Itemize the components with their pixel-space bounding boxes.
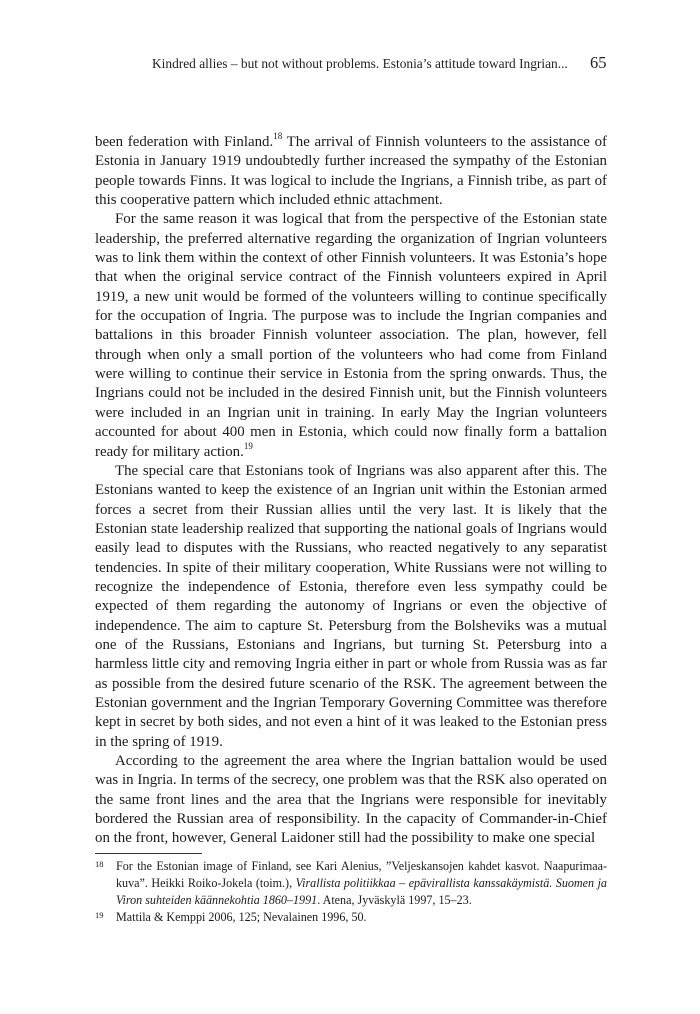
footnote-19-number: 19 [95, 910, 104, 920]
footnote-ref-18: 18 [273, 131, 283, 142]
footnote-19 [95, 909, 607, 926]
footnote-18 [95, 858, 607, 909]
page-number: 65 [590, 53, 607, 72]
paragraph-2 [95, 210, 607, 461]
paragraph-2-text: For the same reason it was logical that from the perspective of the Estonian state leadership, the preferred alternative regarding the organization of Ingrian volunteers was to link them within the context of other Finnish volunteers. It was Estonia’s hope that when the original service contract of the Finnish volunteers expired in April 1919, a new unit would be formed of the volunteers willing to continue specifically for the occupation of Ingria. The purpose was to include the Ingrian companies and battalions in this broader Finnish volunteer association. The plan, however, fell through when only a small portion of the volunteers who had come from Finland were willing to continue their service in Estonia from the spring onwards. Thus, the Ingrians could not be included in the desired Finnish unit, but the Finnish volunteers were included in an Ingrian unit in training. In early May the Ingrian volunteers accounted for about 400 men in Estonia, which could now finally form a battalion ready for military action. [95, 211, 607, 460]
footnote-divider [95, 853, 202, 854]
footnotes [95, 858, 607, 926]
body-text [95, 133, 607, 849]
running-head: Kindred allies – but not without problems. Estonia’s attitude toward Ingrian... [152, 56, 568, 71]
paragraph-3: The special care that Estonians took of Ingrians was also apparent after this. The Estonians wanted to keep the existence of an Ingrian unit within the Estonian armed forces a secret from their Russian allies until the very last. It is likely that the Estonian state leadership realized that supporting the national goals of Ingrians would easily lead to disputes with the Russians, who reacted negatively to any separatist tendencies. In spite of their military cooperation, White Russians were not willing to recognize the independence of Estonia, therefore even less sympathy could be expected of them regarding the autonomy of Ingrians or even the objective of independence. The aim to capture St. Petersburg from the Bolsheviks was a mutual one of the Russians, Estonians and Ingrians, but turning St. Petersburg into a harmless little city and removing Ingria either in part or whole from Russia was as far as possible from the desired future scenario of the RSK. The agreement between the Estonian government and the Ingrian Temporary Governing Committee was therefore kept in secret by both sides, and not even a hint of it was leaked to the Estonian press in the spring of 1919. [95, 462, 607, 750]
paragraph-4: According to the agreement the area where the Ingrian battalion would be used was in Ingria. In terms of the secrecy, one problem was that the RSK also operated on the same front lines and the area that the Ingrians were responsible for inevitably bordered the Russian area of responsibility. In the capacity of Commander-in-Chief on the front, however, General Laidoner still had the possibility to make one special [95, 753, 607, 847]
paragraph-1-text-b: The arrival of Finnish volunteers to the assistance of Estonia in January 1919 undoubtedly further increased the sympathy of the Estonian people towards Finns. It was logical to include the Ingrians, a Finnish tribe, as part of this cooperative pattern which included ethnic attachment. [95, 134, 607, 209]
footnote-18-number: 18 [95, 859, 104, 869]
paragraph-1-text-a: been federation with Finland. [95, 134, 274, 150]
footnote-18-title: Virallista politiikkaa – epävirallista kanssakäymistä. Suomen ja Viron suhteiden käännekohtia 1860–1991 [116, 876, 607, 907]
footnote-18-text [116, 859, 607, 907]
footnote-18-text-a: For the Estonian image of Finland, see Kari Alenius, ”Veljeskansojen kahdet kasvot. Naapurimaa-kuva”. Heikki Roiko-Jokela (toim.), [116, 859, 607, 890]
footnote-18-text-b: . Atena, Jyväskylä 1997, 15–23. [317, 893, 472, 907]
footnote-ref-19: 19 [243, 440, 253, 451]
paragraph-1 [95, 133, 607, 210]
footnote-19-text: Mattila & Kemppi 2006, 125; Nevalainen 1996, 50. [116, 910, 367, 924]
